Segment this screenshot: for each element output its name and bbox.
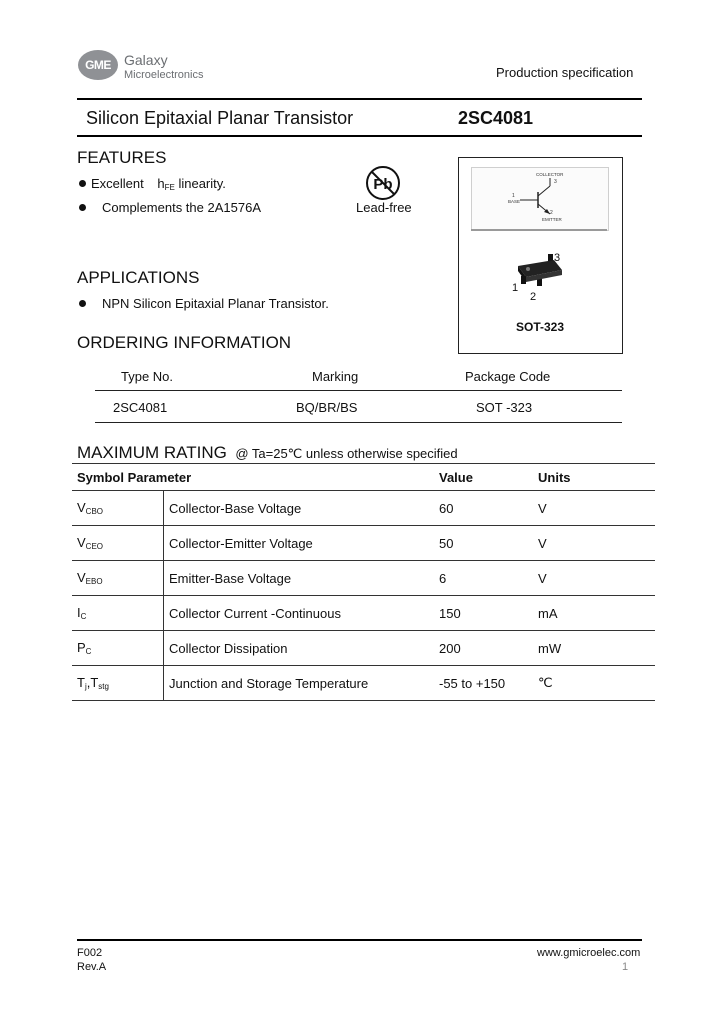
emitter-label: EMITTER — [542, 217, 562, 222]
unit-cell: V — [533, 561, 655, 596]
brand-subtitle: Microelectronics — [124, 69, 204, 81]
pin3-label: 3 — [554, 252, 561, 264]
header-divider — [77, 98, 642, 100]
col-symbol-parameter: Symbol Parameter — [72, 464, 434, 491]
ordering-col-type: Type No. — [121, 369, 174, 384]
symbol-sub: C — [85, 647, 92, 656]
symbol-sub: CEO — [85, 542, 104, 551]
collector-label: COLLECTOR — [536, 172, 564, 177]
ordering-divider — [95, 390, 622, 391]
spec-label: Production specification — [496, 65, 634, 80]
applications-heading: APPLICATIONS — [77, 268, 200, 287]
feature-item-1 — [91, 176, 226, 192]
value-cell: -55 to +150 — [434, 666, 533, 701]
symbol: P — [77, 640, 86, 655]
website-link[interactable]: www.gmicroelec.com — [537, 947, 641, 959]
unit-cell: ℃ — [533, 666, 655, 701]
unit-cell: mW — [533, 631, 655, 666]
table-row — [72, 631, 655, 666]
symbol-2-sub: stg — [98, 682, 109, 691]
value-cell: 50 — [434, 526, 533, 561]
pin1-small: 1 — [512, 193, 515, 199]
symbol-sub: CBO — [85, 507, 104, 516]
parameter-cell: Junction and Storage Temperature — [164, 666, 435, 701]
title-divider — [77, 135, 642, 137]
symbol-sub: j — [84, 682, 87, 691]
document-code: F002 — [77, 947, 103, 959]
bullet-icon — [79, 180, 86, 187]
symbol-cell — [72, 666, 164, 701]
feature-item-2: Complements the 2A1576A — [102, 200, 261, 215]
symbol: V — [77, 570, 86, 585]
pin1-label: 1 — [512, 282, 519, 294]
pb-free-icon — [364, 164, 402, 202]
unit-cell: mA — [533, 596, 655, 631]
value-cell: 6 — [434, 561, 533, 596]
parameter-cell: Collector Dissipation — [164, 631, 435, 666]
table-row — [72, 526, 655, 561]
table-row — [72, 561, 655, 596]
value-cell: 150 — [434, 596, 533, 631]
part-number: 2SC4081 — [458, 108, 534, 128]
lead-free-label: Lead-free — [356, 200, 412, 215]
bullet-icon — [79, 204, 86, 211]
feature-1-symbol — [157, 176, 174, 191]
ordering-col-package: Package Code — [465, 369, 551, 384]
max-rating-title — [77, 443, 458, 463]
bullet-icon — [79, 300, 86, 307]
value-cell: 200 — [434, 631, 533, 666]
feature-1-h: h — [157, 176, 165, 191]
logo-text: GME — [85, 58, 111, 72]
transistor-schematic-icon — [472, 168, 608, 230]
page-number: 1 — [622, 961, 629, 973]
max-rating-heading: MAXIMUM RATING — [77, 443, 227, 462]
table-row — [72, 666, 655, 701]
col-units: Units — [533, 464, 655, 491]
pb-symbol: Pb — [373, 176, 393, 193]
footer-divider — [77, 939, 642, 941]
symbol-cell — [72, 491, 164, 526]
value-cell: 60 — [434, 491, 533, 526]
table-row — [72, 596, 655, 631]
pin2-small: 2 — [550, 210, 553, 216]
parameter-cell: Collector Current -Continuous — [164, 596, 435, 631]
package-name: SOT-323 — [516, 320, 565, 334]
ordering-marking: BQ/BR/BS — [296, 400, 358, 415]
company-logo — [78, 50, 118, 80]
symbol-cell — [72, 631, 164, 666]
unit-cell: V — [533, 526, 655, 561]
symbol-sub: C — [80, 612, 87, 621]
package-divider — [471, 229, 607, 231]
parameter-cell: Collector-Base Voltage — [164, 491, 435, 526]
col-value: Value — [434, 464, 533, 491]
symbol-cell — [72, 561, 164, 596]
max-rating-condition: @ Ta=25℃ unless otherwise specified — [235, 446, 458, 461]
parameter-cell: Emitter-Base Voltage — [164, 561, 435, 596]
feature-1-suffix: linearity. — [174, 176, 226, 191]
sot323-package-icon — [508, 250, 578, 300]
table-row — [72, 491, 655, 526]
features-heading: FEATURES — [77, 148, 167, 167]
ordering-divider — [95, 422, 622, 423]
device-description: Silicon Epitaxial Planar Transistor — [86, 108, 354, 128]
parameter-cell: Collector-Emitter Voltage — [164, 526, 435, 561]
symbol-cell — [72, 526, 164, 561]
brand-name: Galaxy — [124, 52, 168, 68]
feature-1-sub: FE — [164, 183, 175, 192]
max-rating-table — [72, 463, 655, 701]
symbol: T — [77, 675, 85, 690]
ordering-type: 2SC4081 — [113, 400, 168, 415]
ordering-heading: ORDERING INFORMATION — [77, 333, 292, 352]
symbol-sub: EBO — [85, 577, 103, 586]
ordering-package: SOT -323 — [476, 400, 533, 415]
symbol: V — [77, 535, 86, 550]
symbol-2: ,T — [86, 675, 99, 690]
table-header-row — [72, 464, 655, 491]
symbol-cell — [72, 596, 164, 631]
pin3-small: 3 — [554, 179, 557, 185]
base-label: BASE — [508, 199, 521, 204]
symbol: I — [77, 605, 81, 620]
pin2-label: 2 — [530, 291, 537, 303]
symbol: V — [77, 500, 86, 515]
revision: Rev.A — [77, 961, 107, 973]
application-item-1: NPN Silicon Epitaxial Planar Transistor. — [102, 296, 329, 311]
ordering-col-marking: Marking — [312, 369, 359, 384]
feature-1-prefix: Excellent — [91, 176, 144, 191]
unit-cell: V — [533, 491, 655, 526]
schematic-panel — [471, 167, 609, 231]
